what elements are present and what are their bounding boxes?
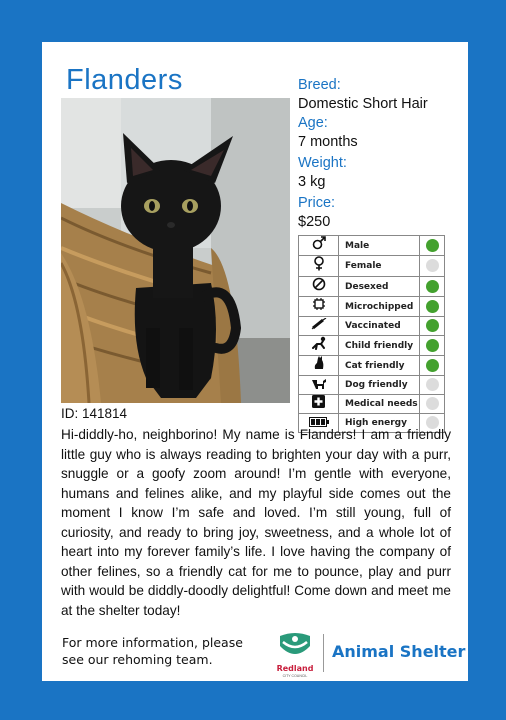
status-indicator — [420, 256, 445, 277]
dog-icon — [299, 376, 339, 395]
medical-icon — [299, 395, 339, 414]
logo-divider — [323, 634, 324, 672]
status-dot — [426, 239, 439, 252]
syringe-icon — [299, 317, 339, 336]
status-dot — [426, 397, 439, 410]
weight-label: Weight: — [298, 155, 347, 171]
contact-note — [62, 634, 243, 668]
attribute-row — [299, 395, 445, 414]
status-indicator — [420, 317, 445, 336]
child-icon — [299, 336, 339, 356]
attribute-row — [299, 297, 445, 317]
attribute-row — [299, 356, 445, 376]
price-value: $250 — [298, 214, 331, 230]
attribute-row — [299, 336, 445, 356]
status-indicator — [420, 277, 445, 297]
age-value: 7 months — [298, 134, 358, 150]
attribute-label: Female — [339, 256, 420, 277]
status-dot — [426, 300, 439, 313]
status-indicator — [420, 336, 445, 356]
attribute-label: Medical needs — [339, 395, 420, 414]
breed-value: Domestic Short Hair — [298, 96, 428, 112]
female-icon — [299, 256, 339, 277]
breed-label: Breed: — [298, 77, 341, 93]
status-indicator — [420, 376, 445, 395]
animal-shelter-label: Animal Shelter — [332, 642, 466, 661]
age-label: Age: — [298, 115, 328, 131]
pet-name: Flanders — [66, 64, 183, 96]
pet-bio: Hi-diddly-ho, neighborino! My name is Flanders! I am a friendly little guy who is always reading to brighten your day with a purr, snuggle or a goofy zoom around! I’m gentle with everyone, humans and felines alike, and my playful side comes out the moment I know I’m safe and loved. I’m still young, full of curiosity, and ready to bring joy, sweetness, and a whole lot of heart into my forever family’s life. I love having the company of other felines, so a friendly cat for me to pounce, play and purr with would be diddly-doodly delightful! Come down and meet me at the shelter today! — [61, 427, 451, 618]
adoption-card — [42, 42, 468, 681]
status-dot — [426, 319, 439, 332]
attribute-label: High energy — [339, 414, 420, 433]
attribute-label: Child friendly — [339, 336, 420, 356]
attribute-row — [299, 236, 445, 256]
attribute-row — [299, 256, 445, 277]
council-name: Redland — [276, 664, 314, 673]
price-label: Price: — [298, 195, 336, 211]
microchip-icon — [299, 297, 339, 317]
attribute-row — [299, 317, 445, 336]
attribute-label: Dog friendly — [339, 376, 420, 395]
desexed-icon — [299, 277, 339, 297]
status-dot — [426, 378, 439, 391]
status-dot — [426, 339, 439, 352]
contact-line-2: see our rehoming team. — [62, 652, 213, 667]
weight-value: 3 kg — [298, 174, 326, 190]
pet-details — [298, 76, 468, 232]
attribute-label: Microchipped — [339, 297, 420, 317]
male-icon — [299, 236, 339, 256]
status-indicator — [420, 297, 445, 317]
attribute-label: Vaccinated — [339, 317, 420, 336]
status-indicator — [420, 236, 445, 256]
attribute-label: Cat friendly — [339, 356, 420, 376]
contact-line-1: For more information, please — [62, 635, 243, 650]
attributes-table — [298, 235, 445, 433]
status-dot — [426, 359, 439, 372]
status-indicator — [420, 395, 445, 414]
attribute-row — [299, 376, 445, 395]
pet-id: ID: 141814 — [61, 406, 128, 421]
cat-icon — [299, 356, 339, 376]
status-indicator — [420, 356, 445, 376]
status-dot — [426, 259, 439, 272]
attribute-row — [299, 277, 445, 297]
status-dot — [426, 280, 439, 293]
attribute-label: Desexed — [339, 277, 420, 297]
council-subtitle: CITY COUNCIL — [282, 674, 308, 678]
cat-photo — [61, 98, 290, 403]
attribute-label: Male — [339, 236, 420, 256]
